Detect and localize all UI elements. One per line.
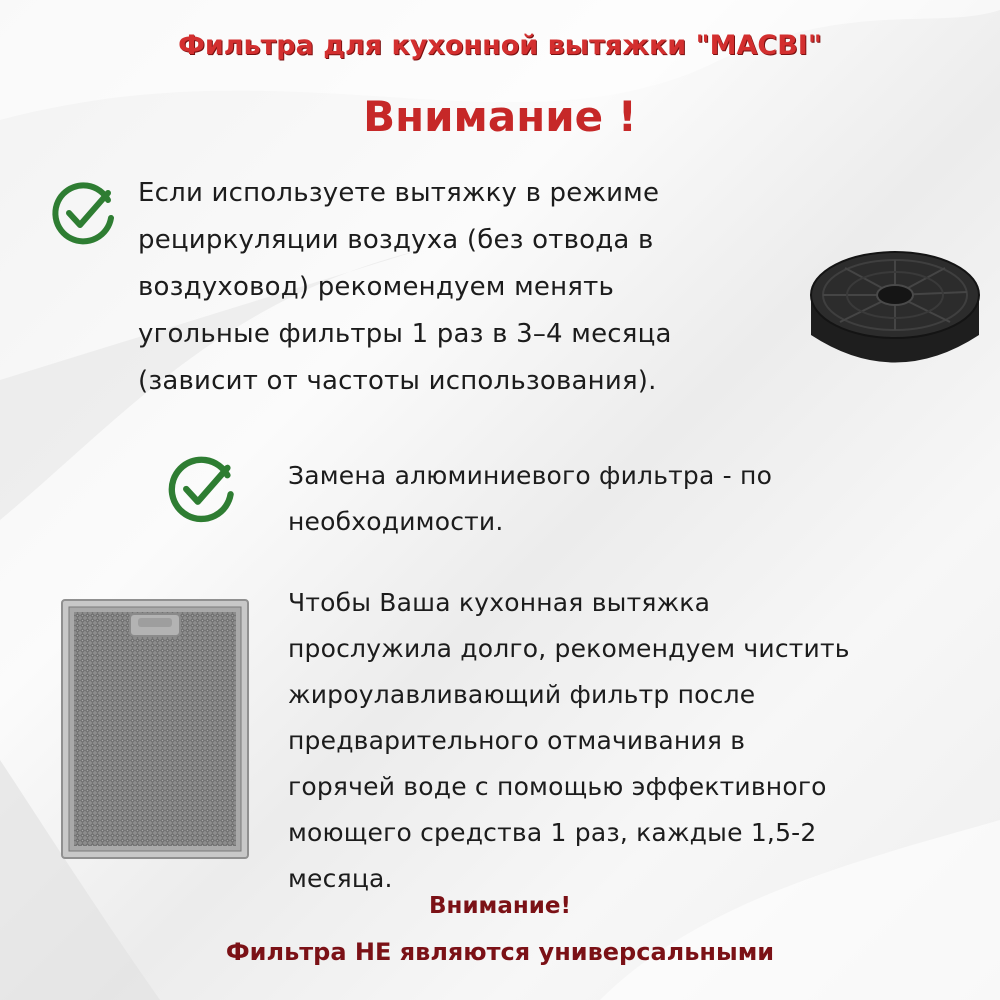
carbon-filter-image — [805, 240, 985, 389]
header-title: Фильтра для кухонной вытяжки "MACBI" — [178, 30, 822, 61]
check-circle-icon — [48, 178, 118, 252]
paragraph-line: предварительного отмачивания в — [288, 726, 746, 755]
grease-filter-image — [60, 598, 250, 864]
cleaning-paragraph — [288, 580, 968, 902]
paragraph-line: Замена алюминиевого фильтра - по — [288, 461, 773, 490]
footer-warning: Внимание! — [429, 893, 571, 919]
paragraph-line: воздуховод) рекомендуем менять — [138, 272, 615, 302]
paragraph-line: месяца. — [288, 864, 393, 893]
paragraph-line: рециркуляции воздуха (без отвода в — [138, 225, 654, 255]
paragraph-line: жироулавливающий фильтр после — [288, 680, 756, 709]
paragraph-line: моющего средства 1 раз, каждые 1,5-2 — [288, 818, 817, 847]
paragraph-line: Чтобы Ваша кухонная вытяжка — [288, 588, 711, 617]
paragraph-line: необходимости. — [288, 507, 504, 536]
paragraph-line: (зависит от частоты использования). — [138, 366, 657, 396]
paragraph-line: горячей воде с помощью эффективного — [288, 772, 827, 801]
footer-note: Фильтра НЕ являются универсальными — [225, 938, 775, 966]
aluminium-filter-paragraph — [288, 453, 928, 545]
recirculation-paragraph — [138, 170, 798, 405]
paragraph-line: угольные фильтры 1 раз в 3–4 месяца — [138, 319, 672, 349]
paragraph-line: прослужила долго, рекомендуем чистить — [288, 634, 850, 663]
check-circle-icon — [164, 452, 238, 530]
warning-title: Внимание ! — [363, 92, 637, 141]
paragraph-line: Если используете вытяжку в режиме — [138, 178, 660, 208]
